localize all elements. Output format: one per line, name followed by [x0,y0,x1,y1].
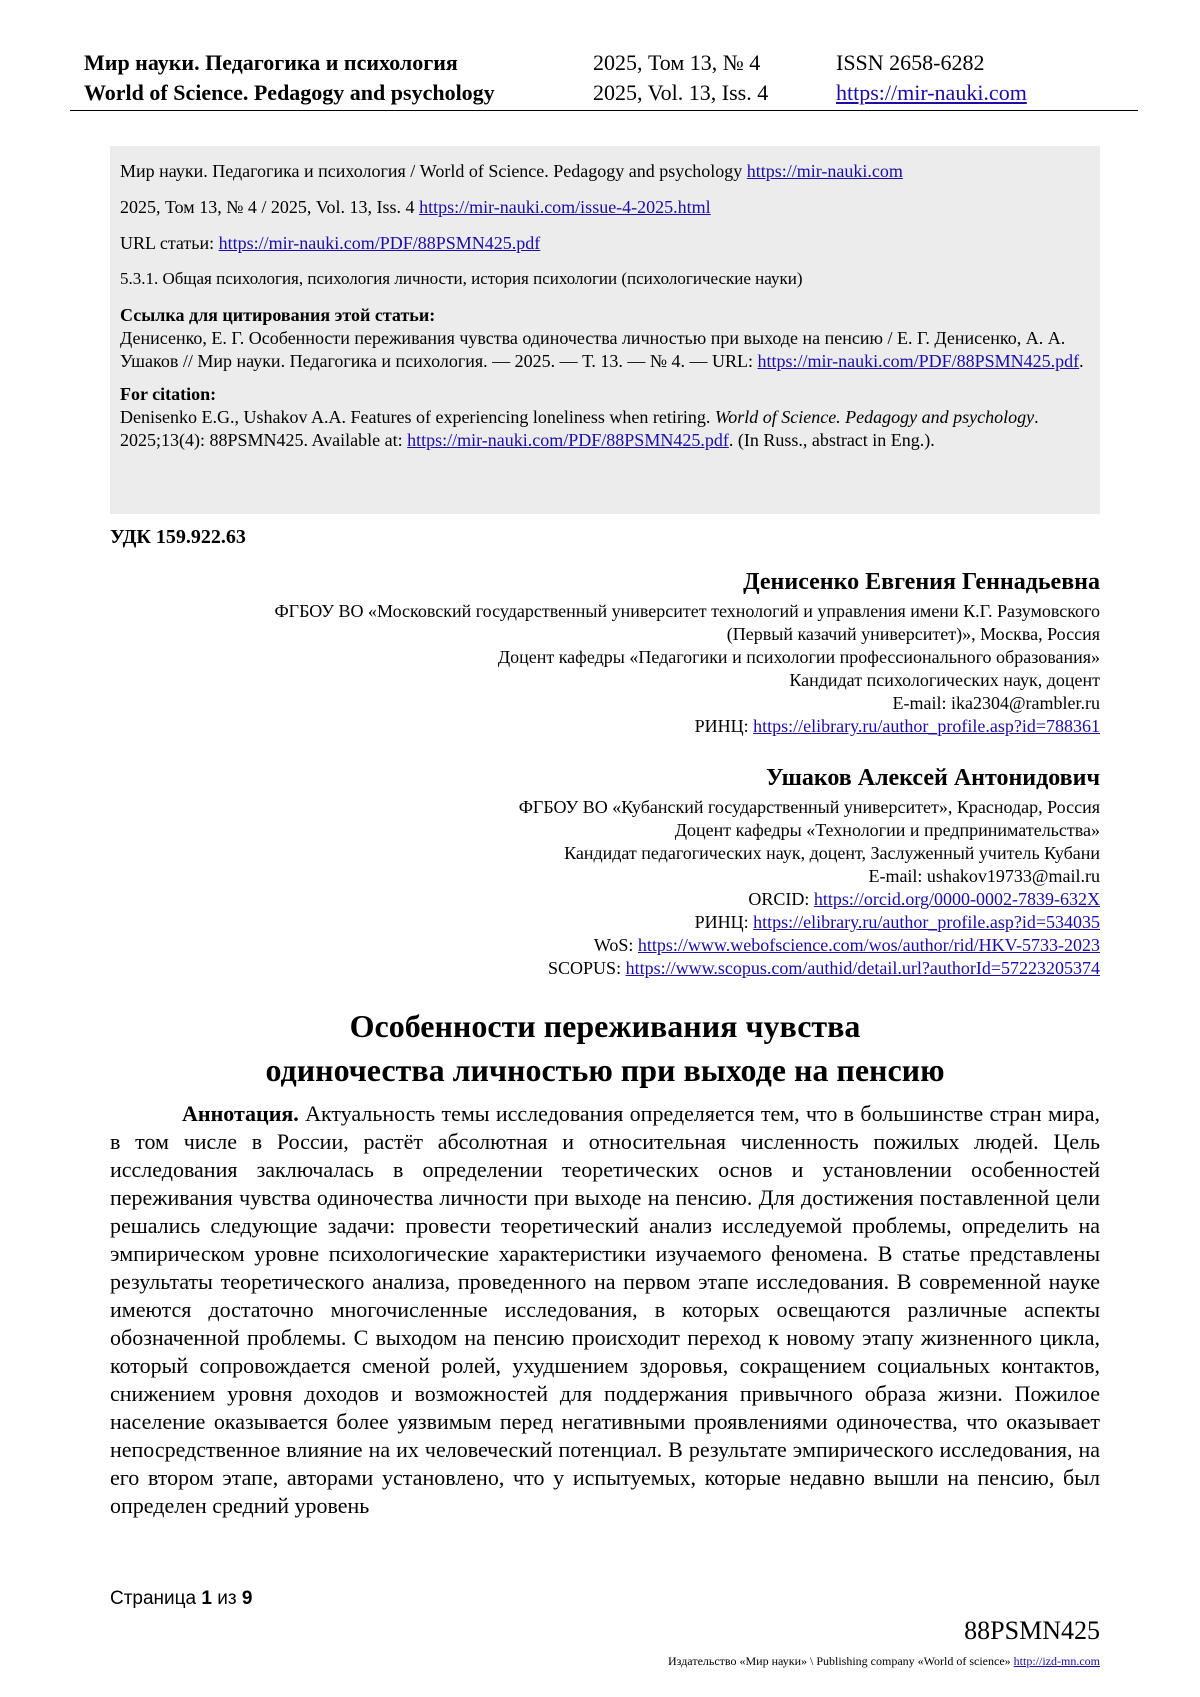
citation-ru: Ссылка для цитирования этой статьи: Денисенко, Е. Г. Особенности переживания чувства одиночества личностью при выходе на пенсию / Е. Г. Денисенко, А. А. Ушаков // Мир науки. Педагогика и психология. — 2025. — Т. 13. — № 4. — URL: https://mir-nauki.com/PDF/88PSMN425.pdf. [120,304,1090,373]
citation-ru-link[interactable]: https://mir-nauki.com/PDF/88PSMN425.pdf [757,351,1080,371]
author-2-email: E-mail: ushakov19733@mail.ru [868,866,1100,886]
author-2-scopus-link[interactable]: https://www.scopus.com/authid/detail.url?authorId=57223205374 [625,958,1100,978]
author-2-orcid: ORCID: https://orcid.org/0000-0002-7839-632X [748,889,1100,909]
author-2-wos: WoS: https://www.webofscience.com/wos/author/rid/HKV-5733-2023 [593,935,1100,955]
issue-block [593,48,768,108]
citation-en-link[interactable]: https://mir-nauki.com/PDF/88PSMN425.pdf [407,430,729,450]
article-title-line-2: одиночества личностью при выходе на пенсию [265,1052,945,1088]
journal-title-ru: Мир науки. Педагогика и психология [84,50,458,75]
abstract-text: Актуальность темы исследования определяется тем, что в большинстве стран мира, в том числе в России, растёт абсолютная и относительная численность пожилых людей. Цель исследования заключалась в определении теоретических основ и установлении особенностей переживания чувства одиночества личности при выходе на пенсию. Для достижения поставленной цели решались следующие задачи: провести теоретический анализ исследуемой проблемы, определить на эмпирическом уровне психологические характеристики изучаемого феномена. В статье представлены результаты теоретического анализа, проведенного на первом этапе исследования. В современной науке имеются достаточно многочисленные исследования, в которых освещаются различные аспекты обозначенной проблемы. С выходом на пенсию происходит переход к новому этапу жизненного цикла, который сопровождается сменой ролей, ухудшением здоровья, сокращением социальных контактов, снижением уровня доходов и возможностей для поддержания привычного образа жизни. Пожилое население оказывается более уязвимым перед негативными проявлениями одиночества, что оказывает непосредственное влияние на их человеческий потенциал. В результате эмпирического исследования, на его втором этапе, авторами установлено, что у испытуемых, которые недавно вышли на пенсию, был определен средний уровень [110,1101,1100,1518]
author-2-degree: Кандидат педагогических наук, доцент, Заслуженный учитель Кубани [564,843,1100,863]
author-2-name: Ушаков Алексей Антонидович [765,765,1100,791]
abstract-paragraph [110,1100,1100,1520]
author-1-rinc: РИНЦ: https://elibrary.ru/author_profile.asp?id=788361 [694,716,1100,736]
issue-en: 2025, Vol. 13, Iss. 4 [593,80,769,105]
author-2-block [519,762,1100,980]
info-article-link[interactable]: https://mir-nauki.com/PDF/88PSMN425.pdf [218,233,541,253]
article-code: 88PSMN425 [964,1616,1100,1645]
author-1-block [274,566,1100,738]
author-1-name: Денисенко Евгения Геннадьевна [743,569,1100,595]
citation-en: For citation: Denisenko E.G., Ushakov A.A. Features of experiencing loneliness when retiring. World of Science. Pedagogy and psychology. 2025;13(4): 88PSMN425. Available at: https://mir-nauki.com/PDF/88PSMN425.pdf. (In Russ., abstract in Eng.). [120,383,1090,452]
citation-ru-heading: Ссылка для цитирования этой статьи: [120,305,436,325]
issn-block [836,48,1027,108]
author-2-affiliation: ФГБОУ ВО «Кубанский государственный университет», Краснодар, Россия [518,797,1100,817]
article-info-box [110,146,1100,514]
page-number: Страница 1 из 9 [110,1588,253,1609]
info-issue-link[interactable]: https://mir-nauki.com/issue-4-2025.html [419,197,711,217]
author-2-scopus: SCOPUS: https://www.scopus.com/authid/detail.url?authorId=57223205374 [548,958,1100,978]
info-specialty: 5.3.1. Общая психология, психология личности, история психологии (психологические науки) [120,269,803,288]
article-title [110,1004,1100,1092]
issn: ISSN 2658-6282 [836,50,985,75]
author-1-affiliation-2: (Первый казачий университет)», Москва, Россия [726,624,1100,644]
author-2-position: Доцент кафедры «Технологии и предпринимательства» [674,820,1100,840]
author-2-rinc: РИНЦ: https://elibrary.ru/author_profile.asp?id=534035 [694,912,1100,932]
info-journal-line: Мир науки. Педагогика и психология / World of Science. Pedagogy and psychology https://mir-nauki.com [120,161,903,181]
author-1-position: Доцент кафедры «Педагогики и психологии профессионального образования» [497,647,1100,667]
journal-title-block [84,48,495,108]
header-divider [70,110,1138,111]
journal-site-link[interactable]: https://mir-nauki.com [836,80,1027,105]
udk-code: УДК 159.922.63 [110,526,246,548]
article-title-line-1: Особенности переживания чувства [349,1008,861,1044]
info-journal-link[interactable]: https://mir-nauki.com [746,161,903,181]
abstract-label: Аннотация. [182,1101,299,1126]
publisher-line: Издательство «Мир науки» \ Publishing company «World of science» http://izd-mn.com [668,1654,1100,1668]
issue-ru: 2025, Том 13, № 4 [593,50,761,75]
author-1-email: E-mail: ika2304@rambler.ru [892,693,1100,713]
publisher-link[interactable]: http://izd-mn.com [1013,1654,1100,1668]
author-1-degree: Кандидат психологических наук, доцент [789,670,1100,690]
info-issue-line: 2025, Том 13, № 4 / 2025, Vol. 13, Iss. 4 https://mir-nauki.com/issue-4-2025.html [120,197,711,217]
journal-title-en: World of Science. Pedagogy and psychology [84,80,495,105]
author-1-rinc-link[interactable]: https://elibrary.ru/author_profile.asp?id=788361 [753,716,1100,736]
citation-en-heading: For citation: [120,384,217,404]
author-2-orcid-link[interactable]: https://orcid.org/0000-0002-7839-632X [813,889,1100,909]
author-2-wos-link[interactable]: https://www.webofscience.com/wos/author/rid/HKV-5733-2023 [637,935,1100,955]
abstract [110,1100,1100,1520]
info-url-line: URL статьи: https://mir-nauki.com/PDF/88PSMN425.pdf [120,233,541,253]
author-1-affiliation-1: ФГБОУ ВО «Московский государственный университет технологий и управления имени К.Г. Разумовского [274,601,1100,621]
author-2-rinc-link[interactable]: https://elibrary.ru/author_profile.asp?id=534035 [753,912,1100,932]
